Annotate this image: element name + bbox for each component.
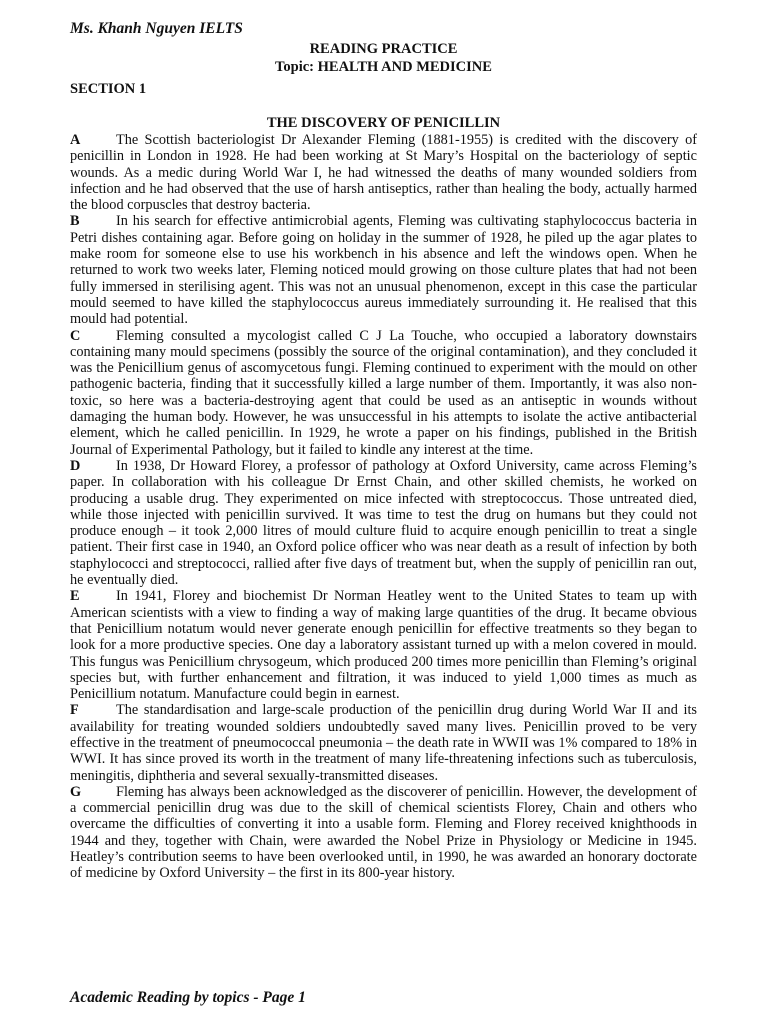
paragraph-d xyxy=(70,458,697,588)
topic-heading: Topic: HEALTH AND MEDICINE xyxy=(275,59,492,75)
paragraph-text: Fleming has always been acknowledged as the discoverer of penicillin. However, the development of a commercial penicillin drug was due to the skill of chemical scientists Florey, Chain and others who overcame the difficulties of converting it into a usable form. Fleming and Florey received knighthoods in 1944 and they, together with Chain, were awarded the Nobel Prize in Physiology or Medicine in 1945. Heatley’s contribution seems to have been overlooked until, in 1990, he was awarded an honorary doctorate of medicine by Oxford University – the first in its 800-year history. xyxy=(70,783,697,882)
paragraph-g xyxy=(70,784,697,882)
paragraph-f xyxy=(70,702,697,783)
article-title: THE DISCOVERY OF PENICILLIN xyxy=(266,115,501,131)
paragraph-letter: A xyxy=(70,132,81,148)
paragraph-text: Fleming consulted a mycologist called C J La Touche, who occupied a laboratory downstairs containing many mould specimens (possibly the source of the original contamination), and they concluded it was the Penicillium genus of ascomycetous fungi. Fleming continued to experiment with the mould on other pathogenic bacteria, finding that it successfully killed a large number of them. Importantly, it was also non-toxic, so here was a bacteria-destroying agent that could be used as an antiseptic in wounds without damaging the human body. However, he was unsuccessful in his attempts to isolate the active antibacterial element, which he called penicillin. In 1929, he wrote a paper on his findings, published in the British Journal of Experimental Pathology, but it failed to kindle any interest at the time. xyxy=(70,327,697,458)
paragraph-text: In 1938, Dr Howard Florey, a professor of pathology at Oxford University, came across Fleming’s paper. In collaboration with his colleague Dr Ernst Chain, and other skilled chemists, he worked on producing a usable drug. They experimented on mice infected with streptococcus. Those untreated died, while those injected with penicillin survived. It was time to test the drug on humans but they could not produce enough – it took 2,000 litres of mould culture fluid to acquire enough penicillin to treat a single patient. Their first case in 1940, an Oxford police officer who was near death as a result of infection by both staphylococci and streptococci, rallied after five days of treatment but, when the supply of penicillin ran out, he eventually died. xyxy=(70,457,697,589)
paragraph-e xyxy=(70,588,697,702)
paragraph-letter: C xyxy=(70,327,81,344)
paragraph-letter: E xyxy=(70,588,80,605)
paragraph-letter: B xyxy=(70,213,80,230)
author-header: Ms. Khanh Nguyen IELTS xyxy=(70,20,243,37)
paragraph-text: The Scottish bacteriologist Dr Alexander Fleming (1881-1955) is credited with the discovery of penicillin in London in 1928. He had been working at St Mary’s Hospital on the bacteriology of septic wounds. As a medic during World War I, he had witnessed the deaths of many wounded soldiers from infection and he had observed that the use of harsh antiseptics, rather than healing the body, actually harmed the blood corpuscles that destroy bacteria. xyxy=(70,132,697,214)
paragraph-letter: G xyxy=(70,783,82,800)
reading-practice-heading: READING PRACTICE xyxy=(309,41,458,57)
paragraph-text: In his search for effective antimicrobial agents, Fleming was cultivating staphylococcus bacteria in Petri dishes containing agar. Before going on holiday in the summer of 1928, he piled up the agar plates to make room for someone else to use his workbench in his absence and left the windows open. When he returned to work two weeks later, Fleming noticed mould growing on those culture plates that had not been fully immersed in sterilising agent. This was not an unusual phenomenon, except in this case the particular mould seemed to have killed the staphylococcus aureus immediately surrounding it. He realised that this mould had potential. xyxy=(70,213,697,328)
document-page xyxy=(70,18,697,882)
section-label: SECTION 1 xyxy=(70,81,147,97)
paragraph-a xyxy=(70,132,697,213)
paragraph-c xyxy=(70,328,697,458)
paragraph-b xyxy=(70,213,697,327)
paragraph-letter: D xyxy=(70,457,81,474)
article-body xyxy=(70,132,697,882)
page-footer: Academic Reading by topics - Page 1 xyxy=(70,989,306,1006)
paragraph-letter: F xyxy=(70,702,79,719)
paragraph-text: The standardisation and large-scale production of the penicillin drug during World War II and its availability for treating wounded soldiers undoubtedly saved many lives. Penicillin proved to be very effective in the treatment of pneumococcal pneumonia – the death rate in WWII was 1% compared to 18% in WWI. It has since proved its worth in the treatment of many life-threatening infections such as tuberculosis, meningitis, diphtheria and several sexually-transmitted diseases. xyxy=(70,702,697,784)
paragraph-text: In 1941, Florey and biochemist Dr Norman Heatley went to the United States to team up with American scientists with a view to finding a way of making large quantities of the drug. It became obvious that Penicillium notatum would never generate enough penicillin for effective treatments so they began to look for a more productive species. One day a laboratory assistant turned up with a melon covered in mould. This fungus was Penicillium chrysogeum, which produced 200 times more penicillin than Fleming’s original species but, with further enhancement and filtration, it was induced to yield 1,000 times as much as Penicillium notatum. Manufacture could begin in earnest. xyxy=(70,588,697,703)
